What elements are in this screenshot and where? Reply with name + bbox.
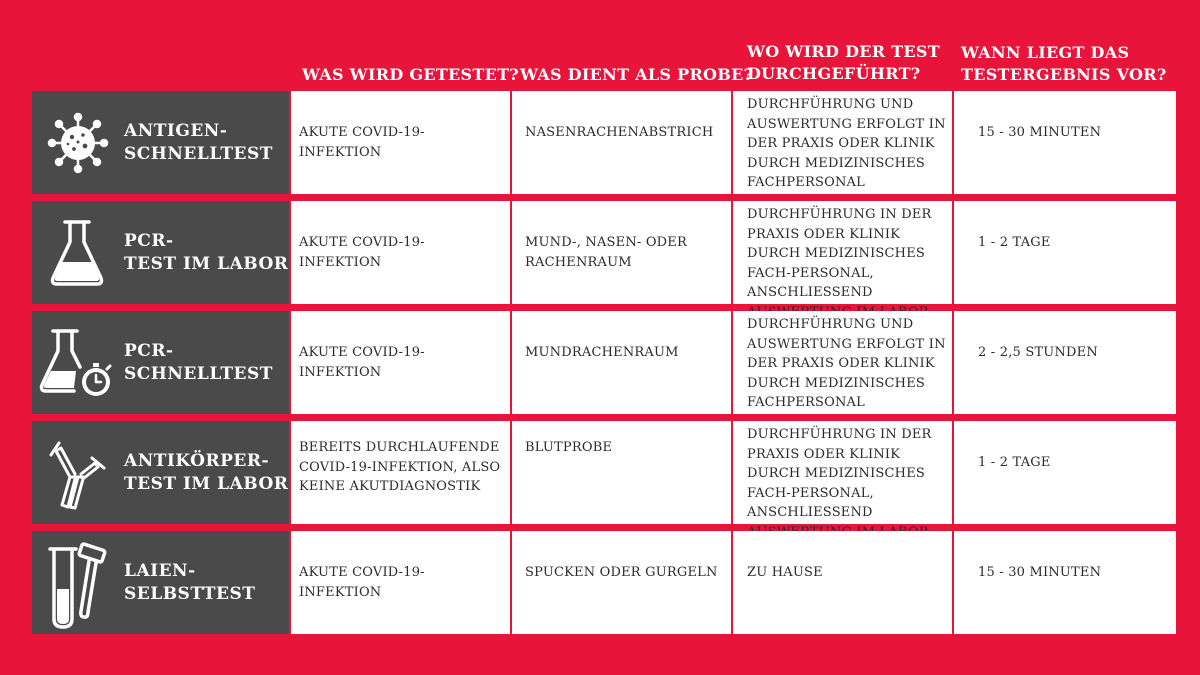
cell-result: 2 - 2,5 STUNDEN (954, 311, 1176, 414)
cell-tested: AKUTE COVID-19-INFEKTION (291, 201, 510, 304)
row-label-cell (32, 311, 289, 414)
cell-result: 1 - 2 TAGE (954, 201, 1176, 304)
row-label-cell (32, 91, 289, 194)
row-label-cell (32, 531, 289, 634)
test-tube-swab-icon (32, 531, 124, 634)
table-header (0, 0, 1200, 90)
table-row (32, 531, 1174, 634)
cell-result: 1 - 2 TAGE (954, 421, 1176, 524)
row-label-cell (32, 421, 289, 524)
cell-tested: BEREITS DURCHLAUFENDE COVID-19-INFEKTION, ALSO KEINE AKUTDIAGNOSTIK (291, 421, 510, 524)
table-row (32, 201, 1174, 304)
antibody-icon (32, 421, 124, 524)
column-header-result: WANN LIEGT DAS TESTERGEBNIS VOR? (961, 43, 1167, 84)
virus-icon (32, 91, 124, 194)
flask-timer-icon (32, 311, 124, 414)
cell-sample: NASENRACHENABSTRICH (512, 91, 731, 194)
cell-tested: AKUTE COVID-19-INFEKTION (291, 311, 510, 414)
cell-tested: AKUTE COVID-19-INFEKTION (291, 91, 510, 194)
cell-where: DURCHFÜHRUNG UND AUSWERTUNG ERFOLGT IN DER PRAXIS ODER KLINIK DURCH MEDIZINISCHES FACHPERSONAL (733, 311, 952, 414)
column-header-sample: WAS DIENT ALS PROBE? (520, 65, 754, 84)
table-row (32, 311, 1174, 414)
table-row (32, 421, 1174, 524)
cell-where: ZU HAUSE (733, 531, 952, 634)
cell-sample: MUNDRACHENRAUM (512, 311, 731, 414)
cell-sample: SPUCKEN ODER GURGELN (512, 531, 731, 634)
cell-result: 15 - 30 MINUTEN (954, 531, 1176, 634)
column-header-where: WO WIRD DER TEST DURCHGEFÜHRT? (747, 42, 940, 83)
cell-sample: MUND-, NASEN- ODER RACHENRAUM (512, 201, 731, 304)
row-label: ANTIKÖRPER- TEST IM LABOR (124, 450, 289, 494)
row-label: ANTIGEN- SCHNELLTEST (124, 120, 273, 164)
flask-icon (32, 201, 124, 304)
row-label: PCR- TEST IM LABOR (124, 230, 289, 274)
cell-sample: BLUTPROBE (512, 421, 731, 524)
row-label-cell (32, 201, 289, 304)
row-label: PCR- SCHNELLTEST (124, 340, 273, 384)
table-row (32, 91, 1174, 194)
cell-tested: AKUTE COVID-19-INFEKTION (291, 531, 510, 634)
row-label: LAIEN- SELBSTTEST (124, 560, 256, 604)
column-header-tested: WAS WIRD GETESTET? (302, 65, 519, 84)
cell-where: DURCHFÜHRUNG IN DER PRAXIS ODER KLINIK DURCH MEDIZINISCHES FACH-PERSONAL, ANSCHLIESSEND (733, 201, 952, 304)
cell-result: 15 - 30 MINUTEN (954, 91, 1176, 194)
cell-where: DURCHFÜHRUNG IN DER PRAXIS ODER KLINIK DURCH MEDIZINISCHES FACH-PERSONAL, ANSCHLIESSEND (733, 421, 952, 524)
cell-where: DURCHFÜHRUNG UND AUSWERTUNG ERFOLGT IN DER PRAXIS ODER KLINIK DURCH MEDIZINISCHES FACHPERSONAL (733, 91, 952, 194)
